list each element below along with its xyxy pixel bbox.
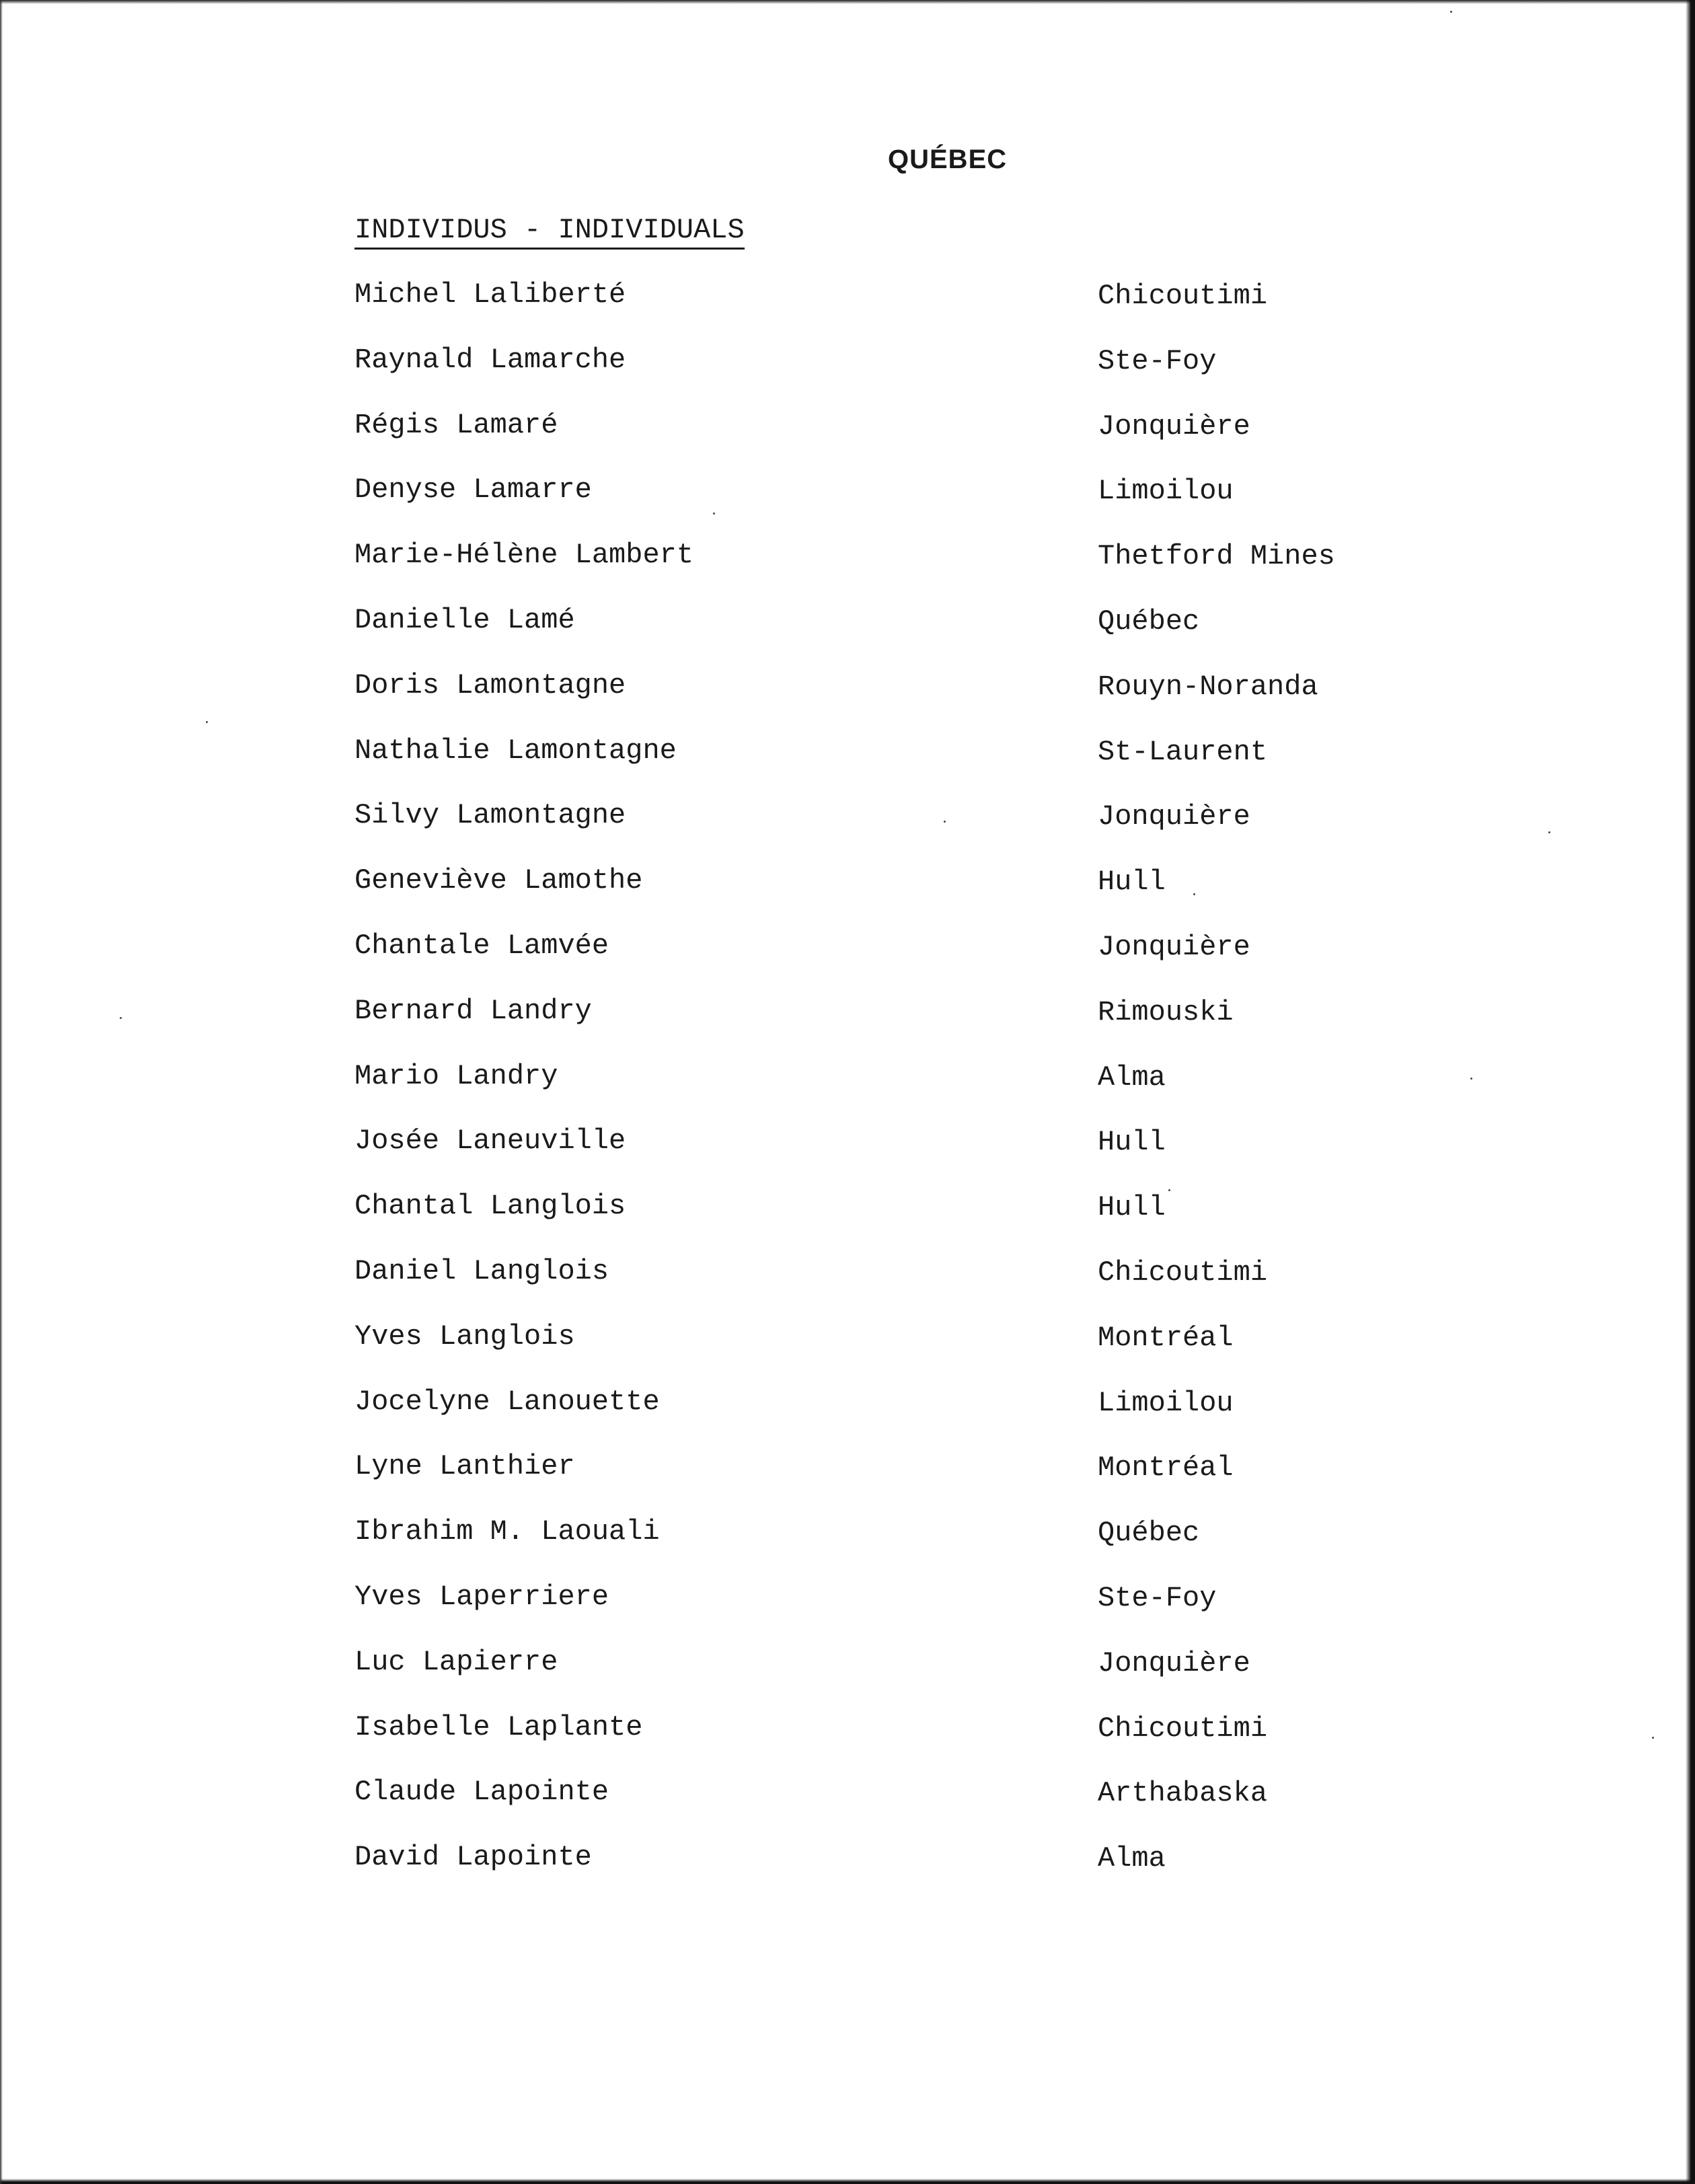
entry-city: Chicoutimi [1098,280,1268,312]
list-item [0,732,1695,797]
list-item [0,406,1695,472]
entry-name: David Lapointe [354,1841,592,1874]
entry-name: Doris Lamontagne [354,669,626,702]
entry-name: Jocelyne Lanouette [354,1385,660,1418]
entry-city: Chicoutimi [1098,1712,1268,1745]
entry-name: Josée Laneuville [354,1125,626,1158]
list-item [0,862,1695,927]
entry-city: Jonquière [1098,800,1250,833]
scan-speck [206,721,208,723]
list-item [0,1643,1695,1708]
list-item [0,667,1695,732]
list-item [0,536,1695,601]
entry-name: Bernard Landry [354,994,592,1027]
list-item [0,341,1695,406]
scan-speck [1548,831,1550,833]
entry-name: Luc Lapierre [354,1645,558,1678]
scan-speck [713,513,715,515]
entry-city: Hull [1098,866,1166,899]
list-item [0,927,1695,992]
list-item [0,1578,1695,1643]
entry-name: Silvy Lamontagne [354,799,626,832]
entry-name: Danielle Lamé [354,603,575,636]
entry-name: Chantale Lamvée [354,929,609,962]
entries-list [0,276,1695,1904]
scan-edge-bottom [0,2179,1695,2184]
entry-city: Thetford Mines [1098,540,1335,573]
entry-name: Raynald Lamarche [354,343,626,376]
entry-name: Geneviève Lamothe [354,864,643,897]
entry-name: Lyne Lanthier [354,1450,575,1483]
list-item [0,1252,1695,1318]
entry-city: Jonquière [1098,410,1250,443]
scan-speck [1193,893,1195,895]
list-item [0,992,1695,1057]
entry-name: Isabelle Laplante [354,1710,643,1743]
entry-name: Marie-Hélène Lambert [354,539,694,572]
entry-city: Jonquière [1098,930,1250,963]
entry-city: Chicoutimi [1098,1256,1268,1289]
list-item [0,1187,1695,1252]
entry-name: Mario Landry [354,1059,558,1092]
entry-city: Ste-Foy [1098,1581,1217,1614]
entry-city: Ste-Foy [1098,344,1217,377]
entry-name: Nathalie Lamontagne [354,734,677,767]
entry-name: Ibrahim M. Laouali [354,1515,660,1548]
entry-name: Yves Laperriere [354,1580,609,1613]
entry-city: Québec [1098,1517,1200,1550]
section-heading: INDIVIDUS - INDIVIDUALS [354,214,745,250]
scan-speck [1470,1078,1472,1080]
list-item [0,1773,1695,1838]
entry-name: Régis Lamaré [354,408,558,441]
entry-city: Jonquière [1098,1647,1250,1680]
entry-name: Claude Lapointe [354,1776,609,1809]
entry-city: Rouyn-Noranda [1098,670,1318,703]
list-item [0,1383,1695,1448]
list-item [0,471,1695,536]
scan-edge-top [0,0,1695,4]
entry-city: Alma [1098,1842,1166,1875]
page-title: QUÉBEC [888,145,1008,174]
entry-city: Montréal [1098,1321,1234,1354]
entry-name: Denyse Lamarre [354,474,592,506]
scan-speck [944,821,946,823]
scan-speck [1450,11,1452,13]
entry-name: Chantal Langlois [354,1190,626,1223]
list-item [0,601,1695,667]
list-item [0,796,1695,862]
entry-city: Hull [1098,1126,1166,1159]
list-item [0,1057,1695,1123]
entry-name: Michel Laliberté [354,278,626,311]
entry-city: Alma [1098,1061,1166,1094]
entry-city: St-Laurent [1098,735,1268,768]
list-item [0,1318,1695,1383]
list-item [0,1708,1695,1774]
entry-city: Limoilou [1098,1386,1234,1419]
entry-city: Limoilou [1098,475,1234,508]
list-item [0,1513,1695,1578]
scan-speck [120,1017,122,1019]
list-item [0,1838,1695,1904]
list-item [0,1122,1695,1187]
entry-name: Yves Langlois [354,1320,575,1353]
list-item [0,276,1695,341]
entry-city: Hull [1098,1191,1166,1224]
scan-speck [1168,1189,1170,1191]
entry-city: Québec [1098,605,1200,638]
scan-speck [1652,1737,1654,1739]
entry-city: Arthabaska [1098,1777,1268,1810]
entry-city: Rimouski [1098,995,1234,1028]
entry-name: Daniel Langlois [354,1254,609,1287]
entry-city: Montréal [1098,1452,1234,1484]
list-item [0,1447,1695,1513]
